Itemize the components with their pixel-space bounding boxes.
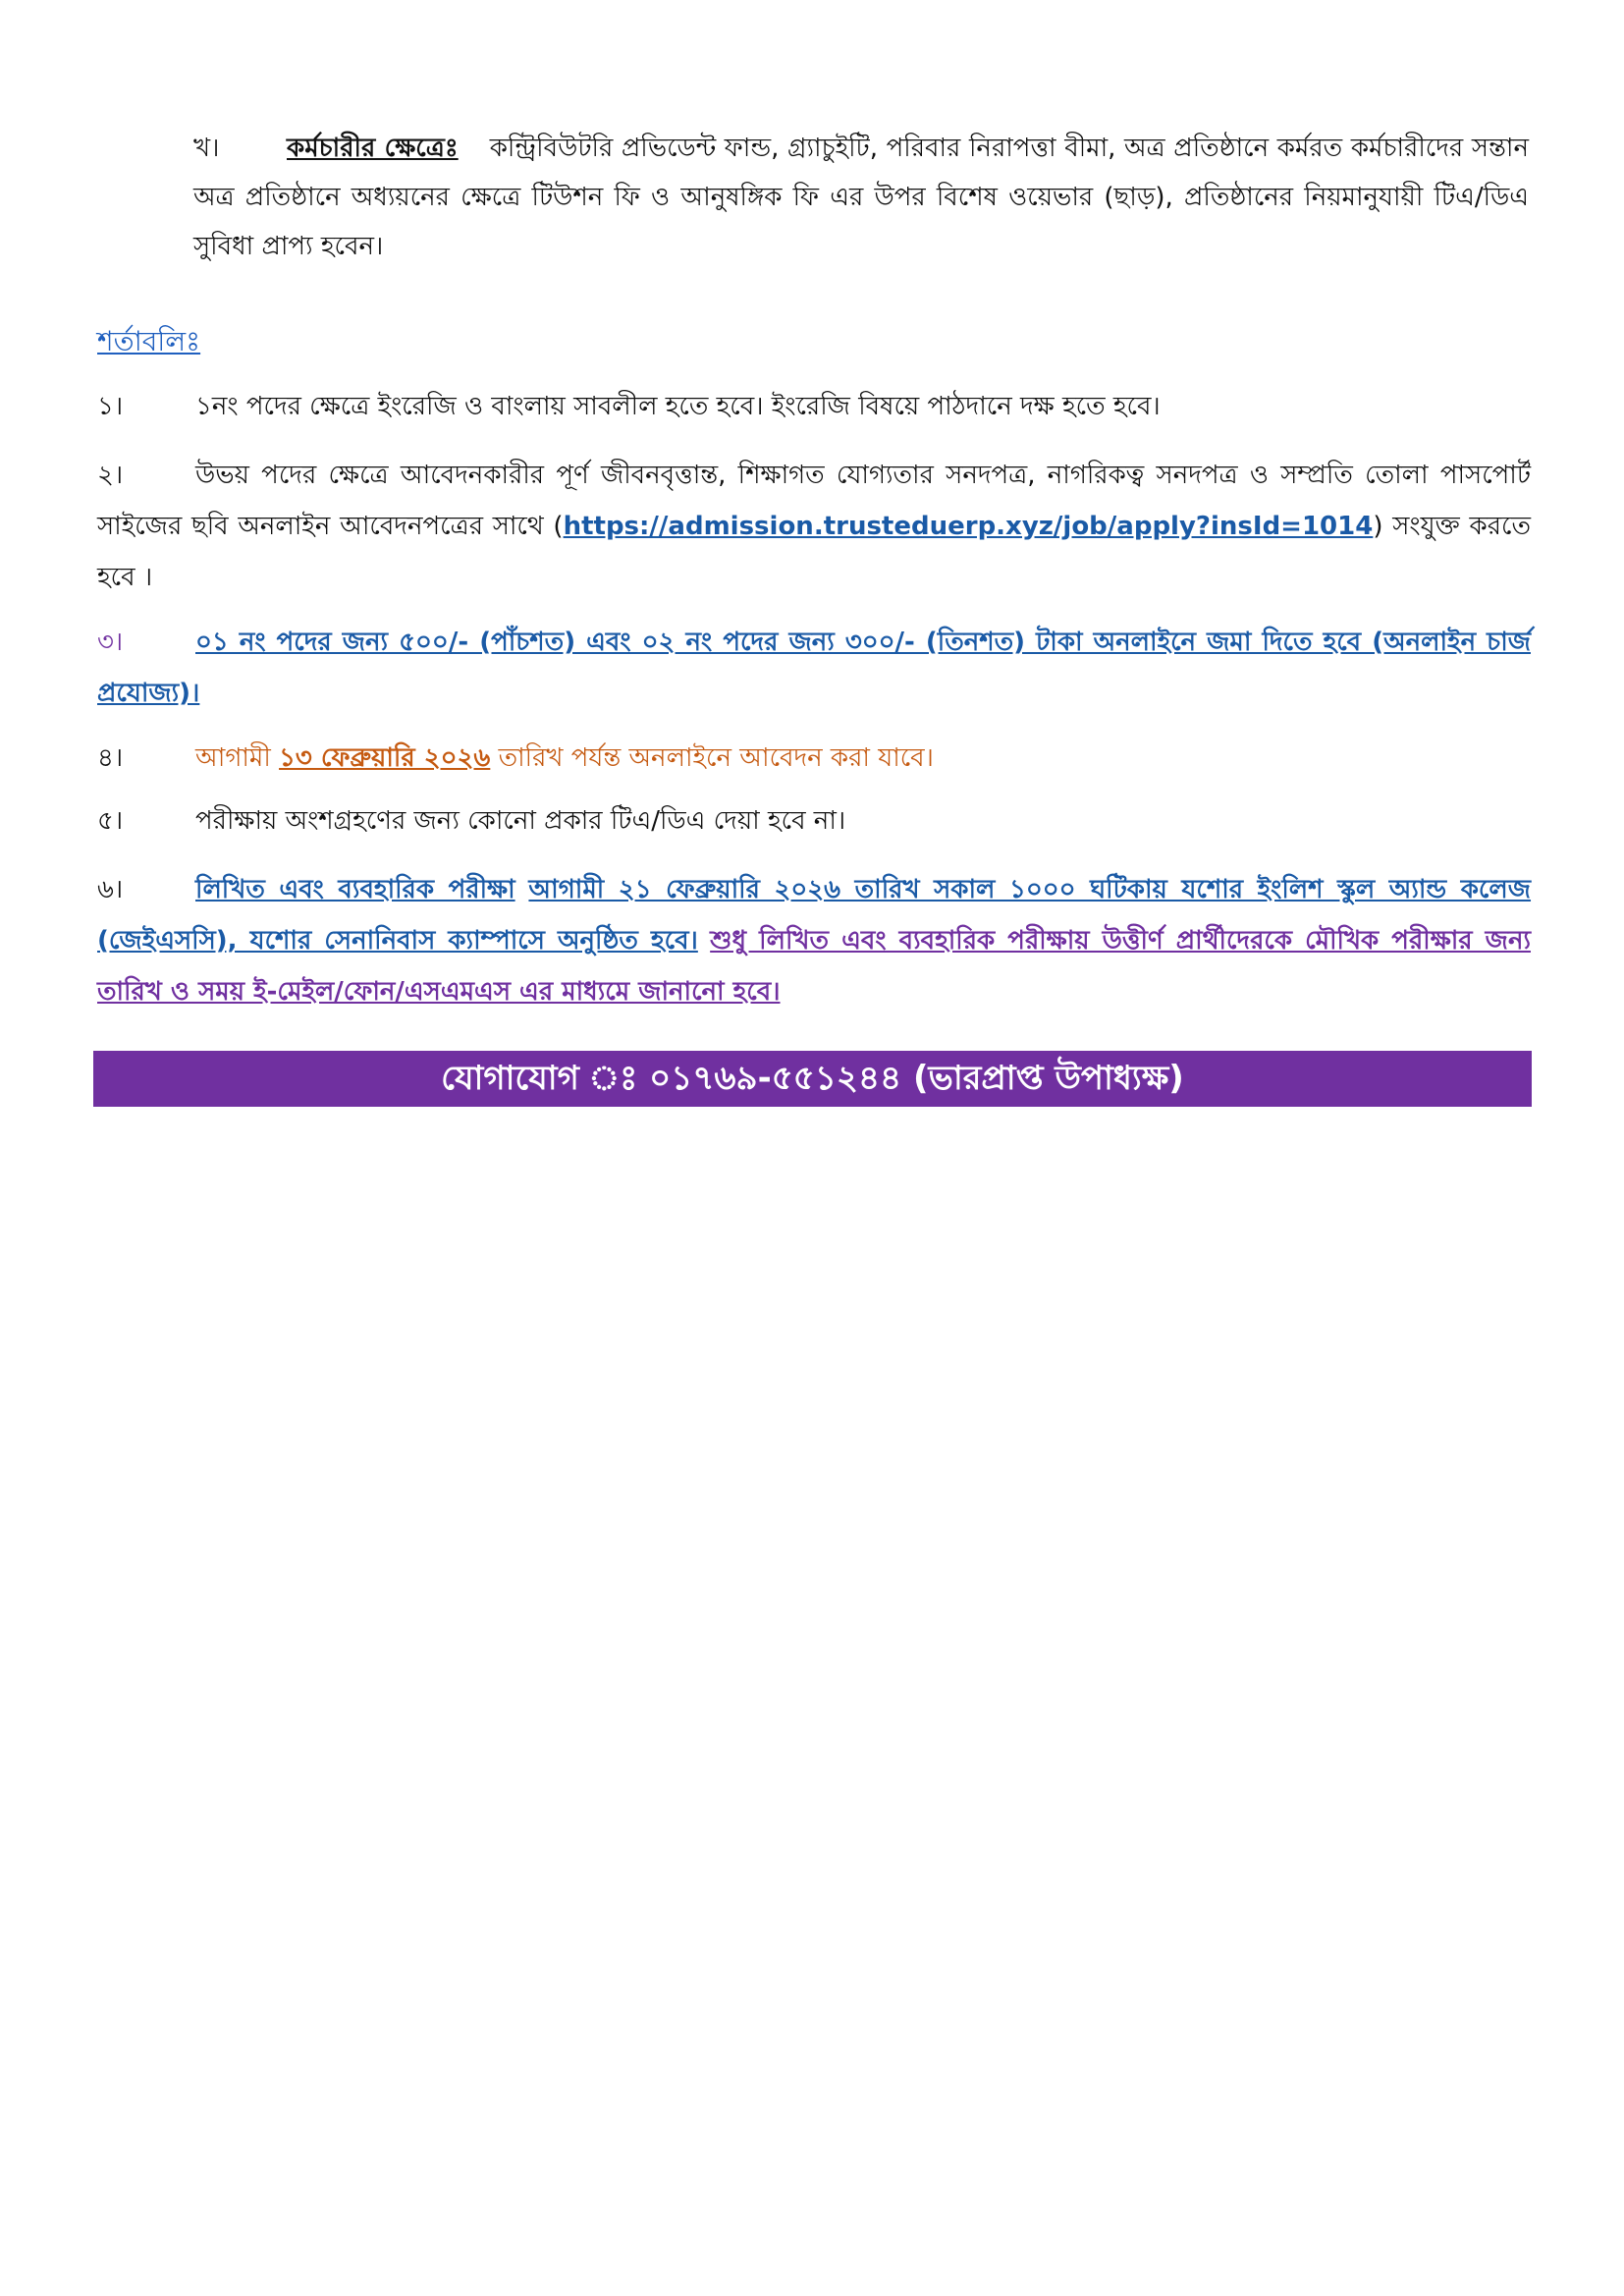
item-number: ৬। (97, 875, 124, 904)
item-prefix: আগামী (195, 743, 271, 773)
item-number: ২। (97, 461, 124, 490)
contact-bar: যোগাযোগ ঃ ০১৭৬৯-৫৫১২৪৪ (ভারপ্রাপ্ত উপাধ্যক্ষ) (93, 1051, 1532, 1107)
item-suffix: তারিখ পর্যন্ত অনলাইনে আবেদন করা যাবে। (498, 743, 934, 773)
item-number: ৪। (97, 743, 124, 773)
terms-item-2 (97, 450, 1531, 603)
exam-type: লিখিত এবং ব্যবহারিক পরীক্ষা (195, 875, 515, 904)
item-text-after: ) সংযুক্ত করতে হবে । (97, 512, 1531, 592)
terms-item-4 (97, 733, 1531, 784)
item-text: উভয় পদের ক্ষেত্রে আবেদনকারীর পূর্ণ জীবনবৃত্তান্ত, শিক্ষাগত যোগ্যতার সনদপত্র, নাগরিকত্ব সনদপত্র ও সম্প্রতি তোলা পাসপোর্ট সাইজের ছবি অনলাইন আবেদনপত্রের সাথে ( (97, 461, 1531, 541)
item-number: ৩। (97, 628, 124, 657)
terms-item-3 (97, 617, 1531, 719)
deadline-date: ১৩ ফেব্রুয়ারি ২০২৬ (279, 743, 491, 773)
item-text: পরীক্ষায় অংশগ্রহণের জন্য কোনো প্রকার টিএ/ডিএ দেয়া হবে না। (195, 806, 846, 836)
terms-item-1 (97, 381, 1531, 432)
item-number: ৫। (97, 806, 124, 836)
clause-number: খ। (193, 134, 220, 163)
terms-item-6 (97, 864, 1531, 1017)
clause-text: কন্ট্রিবিউটরি প্রভিডেন্ট ফান্ড, গ্র্যাচুইটি, পরিবার নিরাপত্তা বীমা, অত্র প্রতিষ্ঠানে কর্মরত কর্মচারীদের সন্তান অত্র প্রতিষ্ঠানে অধ্যয়নের ক্ষেত্রে টিউশন ফি ও আনুষঙ্গিক ফি এর উপর বিশেষ ওয়েভার (ছাড়), প্রতিষ্ঠানের নিয়মানুযায়ী টিএ/ডিএ সুবিধা প্রাপ্য হবেন। (193, 134, 1529, 261)
exam-schedule: আগামী ২১ ফেব্রুয়ারি ২০২৬ তারিখ সকাল ১০০০ ঘটিকায় যশোর ইংলিশ স্কুল অ্যান্ড কলেজ (জেইএসসি), যশোর সেনানিবাস ক্যাম্পাসে অনুষ্ঠিত হবে। (97, 875, 1532, 956)
viva-notice: শুধু লিখিত এবং ব্যবহারিক পরীক্ষায় উত্তীর্ণ প্রার্থীদেরকে মৌখিক পরীক্ষার জন্য তারিখ ও সময় ই-মেইল/ফোন/এসএমএস এর মাধ্যমে জানানো হবে। (97, 926, 1531, 1007)
terms-item-5 (97, 795, 1531, 847)
item-text: ০১ নং পদের জন্য ৫০০/- (পাঁচশত) এবং ০২ নং পদের জন্য ৩০০/- (তিনশত) টাকা অনলাইনে জমা দিতে হবে (অনলাইন চার্জ প্রযোজ্য)। (97, 628, 1531, 708)
employee-benefits-paragraph (193, 124, 1529, 271)
item-number: ১। (97, 392, 124, 421)
clause-heading: কর্মচারীর ক্ষেত্রেঃ (287, 134, 459, 163)
application-link[interactable]: https://admission.trusteduerp.xyz/job/apply?insId=1014 (563, 512, 1374, 541)
item-text: ১নং পদের ক্ষেত্রে ইংরেজি ও বাংলায় সাবলীল হতে হবে। ইংরেজি বিষয়ে পাঠদানে দক্ষ হতে হবে। (195, 392, 1161, 421)
terms-title: শর্তাবলিঃ (97, 325, 201, 357)
